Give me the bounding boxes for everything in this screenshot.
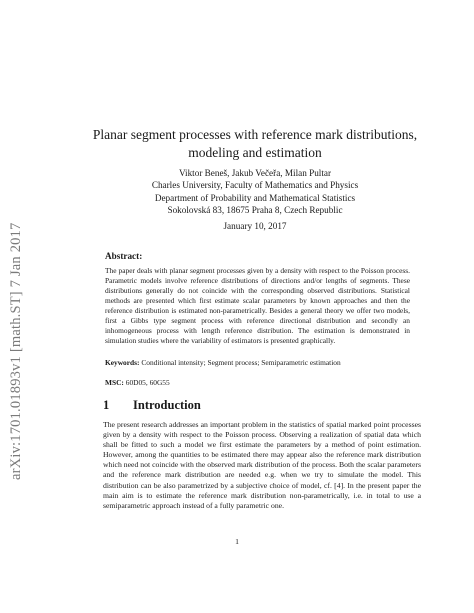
section-title: Introduction xyxy=(133,398,201,412)
arxiv-identifier: arXiv:1701.01893v1 [math.ST] 7 Jan 2017 xyxy=(8,222,24,480)
paper-title: Planar segment processes with reference mark distributions, modeling and estimation xyxy=(92,127,418,160)
keywords-line xyxy=(105,358,410,368)
affiliation-address: Sokolovská 83, 18675 Praha 8, Czech Republic xyxy=(167,204,343,215)
affiliation-department: Department of Probability and Mathematical Statistics xyxy=(154,192,356,203)
abstract-heading: Abstract: xyxy=(105,251,143,261)
affiliation-university: Charles University, Faculty of Mathematics and Physics xyxy=(151,180,359,191)
keywords-text: Conditional intensity; Segment process; Semiparametric estimation xyxy=(141,358,341,367)
section-heading xyxy=(103,398,201,413)
keywords-label: Keywords: xyxy=(105,358,140,367)
abstract-text: The paper deals with planar segment processes given by a density with respect to the Poisson process. Parametric models involve reference distributions of directions and/or lengths of segments. These distributions generally do not coincide with the corresponding observed distributions. Statistical methods are presented which first estimate scalar parameters by known approaches and then the reference distribution is estimated non-parametrically. Besides a general theory we offer two models, first a Gibbs type segment process with reference directional distribution and secondly an inhomogeneous process with length reference distribution. The estimation is demonstrated in simulation studies where the variability of estimators is presented graphically. xyxy=(105,266,410,345)
authors: Viktor Beneš, Jakub Večeřa, Milan Pultar xyxy=(178,168,332,178)
msc-line xyxy=(105,378,410,388)
introduction-paragraph: The present research addresses an important problem in the statistics of spatial marked point processes given by a density with respect to the Poisson process. Observing a realization of spatial data which shall be fitted to such a model we first estimate the parameters by a method of point estimation. However, among the quantities to be estimated there may appear also the reference mark distribution which need not coincide with the observed mark distribution of the process. Both the scalar parameters and the reference mark distribution are needed e.g. when we try to simulate the model. This distribution can be also parametrized by a subjective choice of model, cf. [4]. In the present paper the main aim is to estimate the reference mark distribution non-parametrically, i.e. in total to use a semiparametric approach instead of a fully parametric one. xyxy=(103,420,421,510)
msc-codes: 60D05, 60G55 xyxy=(125,378,170,387)
page-number: 1 xyxy=(235,537,239,546)
author-block xyxy=(70,167,440,216)
msc-label: MSC: xyxy=(105,378,124,387)
section-number: 1 xyxy=(103,398,110,412)
paper-date: January 10, 2017 xyxy=(223,221,287,231)
